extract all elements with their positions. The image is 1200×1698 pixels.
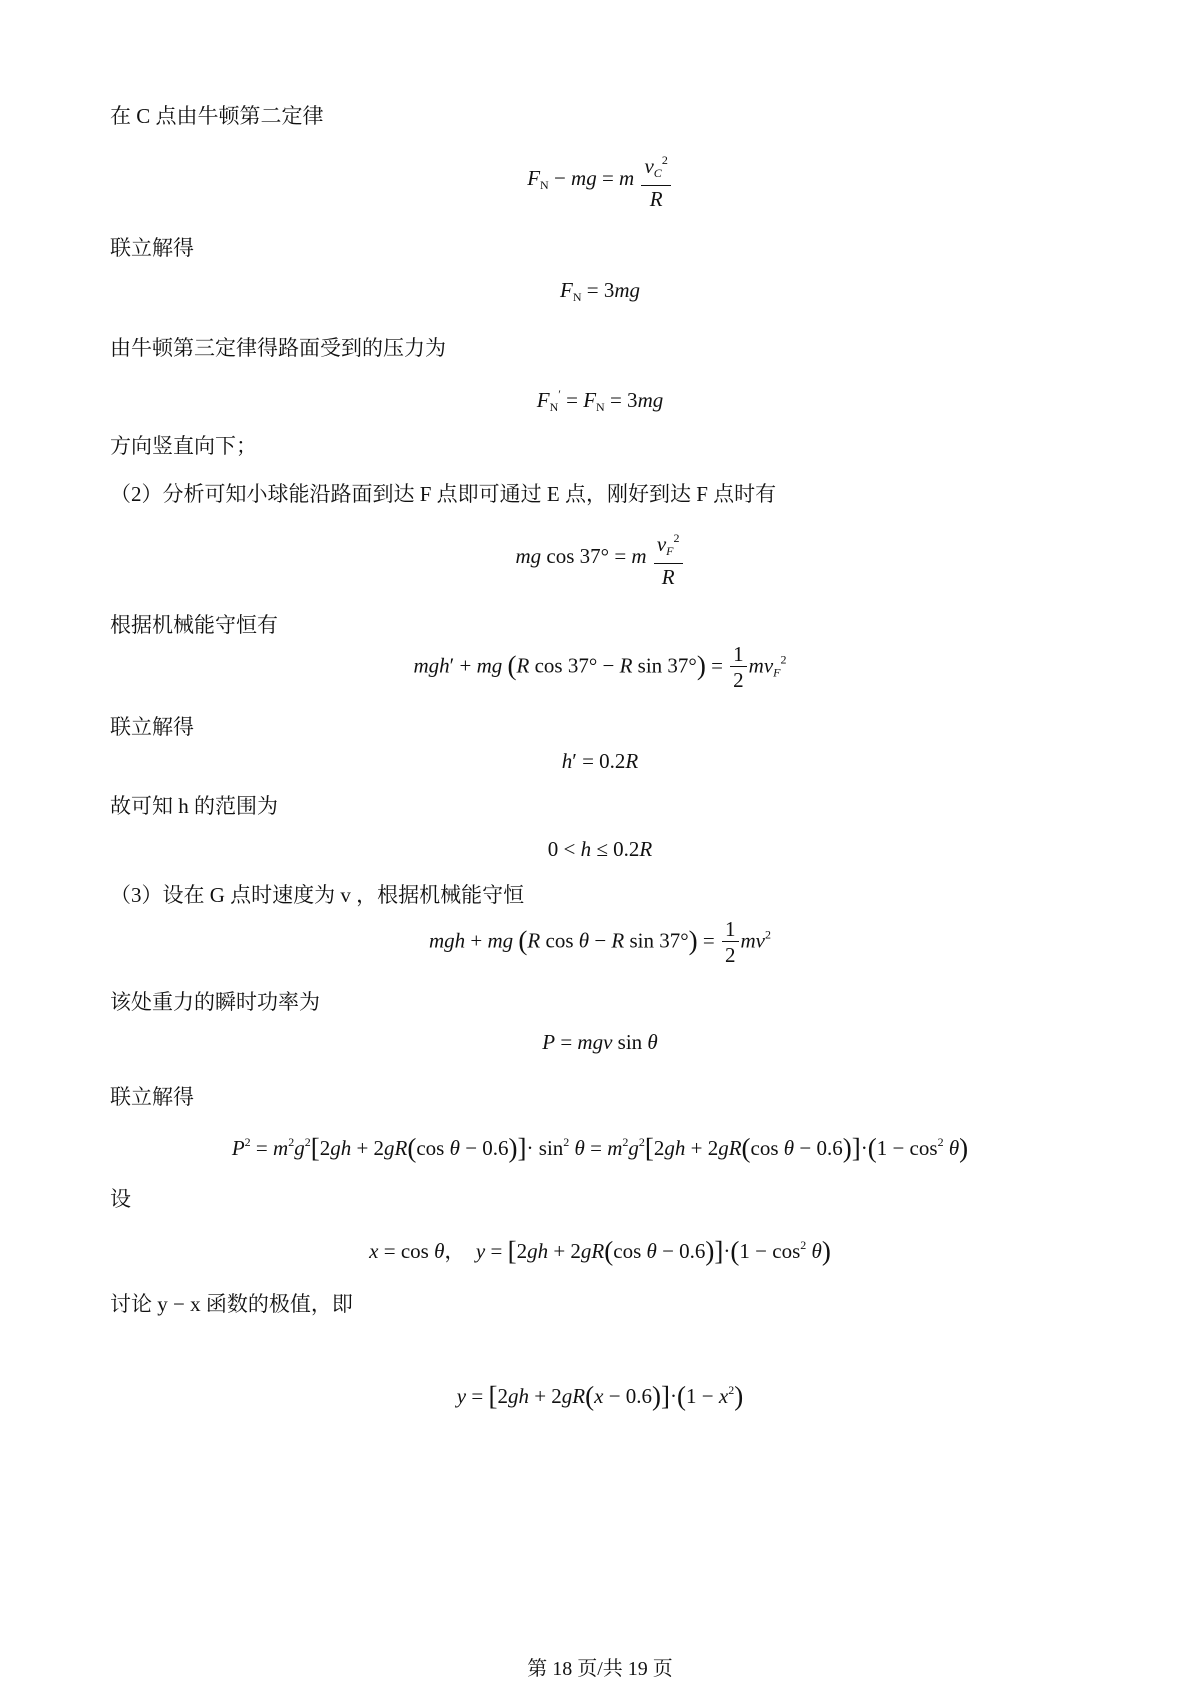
text-line-9: （3）设在 G 点时速度为 v ，根据机械能守恒 bbox=[110, 883, 525, 907]
text-line-13: 讨论 y − x 函数的极值，即 bbox=[110, 1292, 353, 1316]
equation-9: P = mgv sin θ bbox=[542, 1030, 658, 1054]
text-line-3: 由牛顿第三定律得路面受到的压力为 bbox=[110, 336, 446, 360]
equation-12: $y = [2gh + 2gR(x - 0.6)]\cdot(1 - x^2)$ bbox=[456, 1381, 744, 1411]
text-line-11: 联立解得 bbox=[110, 1085, 194, 1109]
equation-4: mg cos 37° = m $\frac{v_F^2}{R}$ bbox=[0, 526, 1200, 590]
equation-5: mgh′ + mg (R cos 37° − R sin 37°) = $\frac{1}{2}$ $mv_F^2$ bbox=[413, 642, 787, 692]
text-line-12: 设 bbox=[110, 1187, 131, 1211]
page-footer: 第 18 页/共 19 页 bbox=[527, 1658, 673, 1680]
equation-10: $P^2 = m^2g^2[2gh + 2gR(\cos$ $\theta - 0.6)]\cdot \sin^2 \theta = m^2g^2[2gh + 2gR(\cos$ $\theta - 0.6)]\cdot(1 - \cos^2 \theta)$ bbox=[231, 1133, 969, 1163]
equation-7: 0 < h ≤ 0.2R bbox=[547, 837, 653, 861]
equation-1: $F_N$ − mg = m $\frac{v_C^2}{R}$ bbox=[0, 148, 1200, 212]
text-line-8: 故可知 h 的范围为 bbox=[110, 794, 278, 818]
text-line-4: 方向竖直向下； bbox=[110, 434, 257, 458]
text-line-1: 在 C 点由牛顿第二定律 bbox=[110, 104, 324, 128]
text-line-7: 联立解得 bbox=[110, 715, 194, 739]
text-line-2: 联立解得 bbox=[110, 236, 194, 260]
text-line-5: （2）分析可知小球能沿路面到达 F 点即可通过 E 点，刚好到达 F 点时有 bbox=[110, 482, 777, 506]
equation-8: mgh + mg (R cos θ − R sin 37°) = $\frac{1}{2}$ $mv^2$ bbox=[428, 917, 771, 967]
equation-2: $F_N = 3mg$ bbox=[559, 278, 640, 304]
equation-11: x = cos θ， y = [2gh + 2gR(cos $\theta - 0.6)]\cdot(1 - \cos^2 \theta)$ bbox=[369, 1236, 831, 1266]
text-line-6: 根据机械能守恒有 bbox=[110, 613, 278, 637]
equation-6: h′ = 0.2R bbox=[561, 749, 639, 773]
equation-3: $F_N' = F_N = 3mg$ bbox=[536, 387, 664, 414]
text-line-10: 该处重力的瞬时功率为 bbox=[110, 990, 320, 1014]
